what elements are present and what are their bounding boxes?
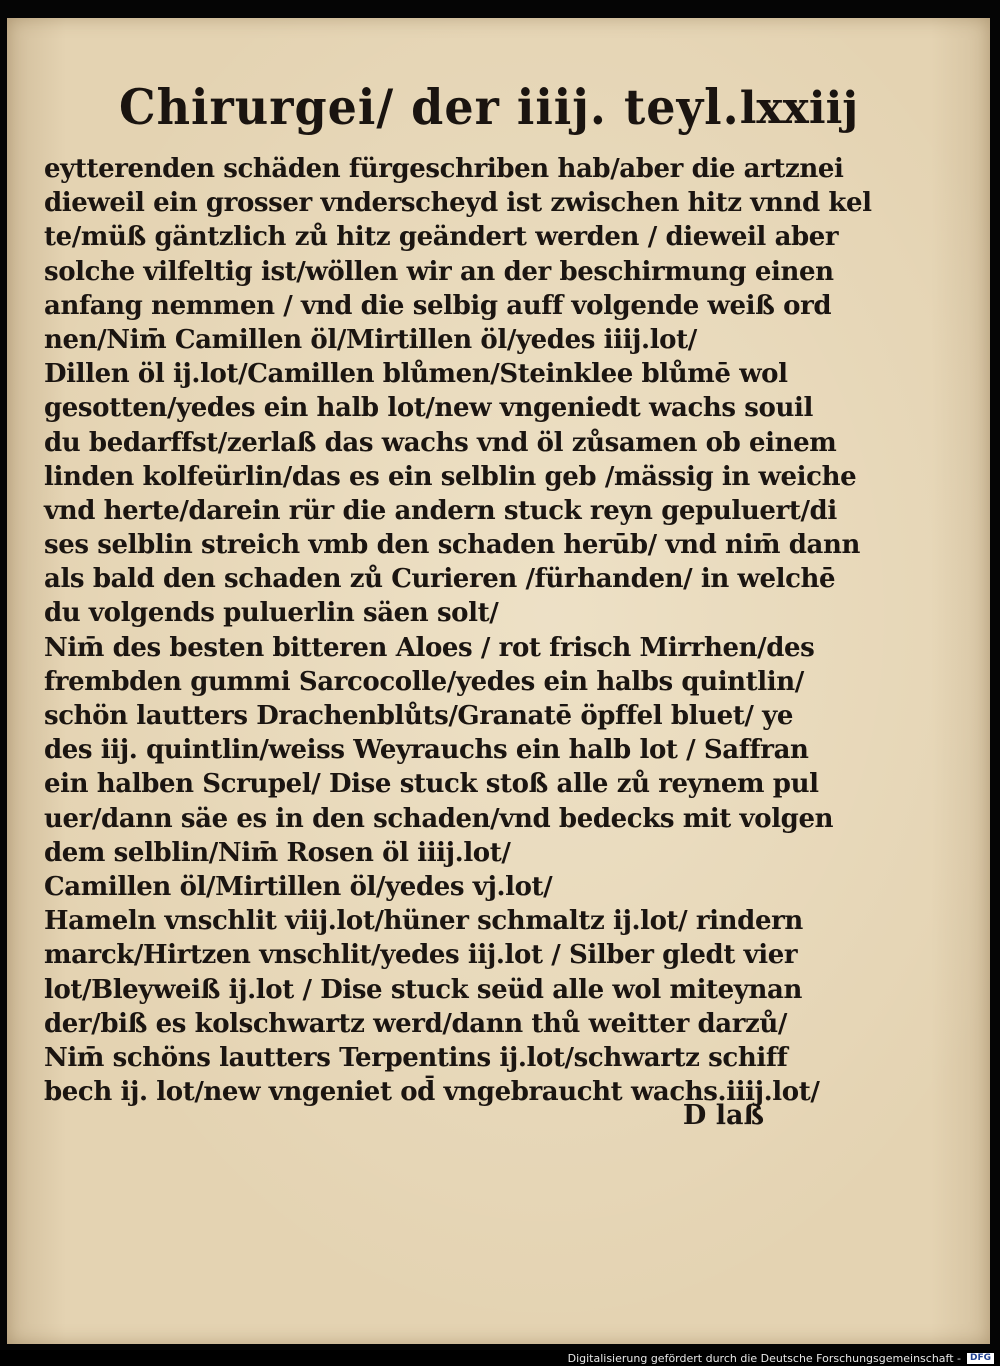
text-line: du bedarffst/zerlaß das wachs vnd öl zůsamen ob einem: [44, 427, 837, 458]
footer-bar: [0, 1350, 1000, 1366]
text-line: Nim̄ des besten bitteren Aloes / rot frisch Mirrhen/des: [44, 632, 815, 663]
text-line: schön lautters Drachenblůts/Granatē öpffel bluet/ ye: [44, 701, 793, 731]
text-line: anfang nemmen / vnd die selbig auff volgende weiß ord: [44, 290, 832, 321]
text-line: uer/dann säe es in den schaden/vnd bedecks mit volgen: [44, 803, 834, 834]
text-line: solche vilfeltig ist/wöllen wir an der beschirmung einen: [44, 256, 834, 287]
text-line: frembden gummi Sarcocolle/yedes ein halbs quintlin/: [44, 666, 804, 697]
text-line: lot/Bleyweiß ij.lot / Dise stuck seüd alle wol miteynan: [44, 974, 802, 1005]
text-line: vnd herte/darein rür die andern stuck reyn gepuluert/di: [44, 495, 837, 526]
text-line: te/müß gäntzlich zů hitz geändert werden / dieweil aber: [44, 222, 839, 253]
text-line: der/biß es kolschwartz werd/dann thů weitter darzů/: [44, 1008, 788, 1039]
folio-number: lxxiij: [739, 83, 859, 134]
text-block: [44, 152, 872, 1109]
text-line: als bald den schaden zů Curieren /fürhanden/ in welchē: [44, 564, 836, 595]
text-line: dem selblin/Nim̄ Rosen öl iiij.lot/: [44, 837, 511, 868]
text-line: Nim̄ schöns lautters Terpentins ij.lot/schwartz schiff: [44, 1042, 788, 1073]
text-line: marck/Hirtzen vnschlit/yedes iij.lot / Silber gledt vier: [44, 940, 798, 971]
text-line: des iij. quintlin/weiss Weyrauchs ein halb lot / Saffran: [44, 735, 809, 766]
text-line: dieweil ein grosser vnderscheyd ist zwischen hitz vnnd kel: [44, 188, 872, 219]
text-line: gesotten/yedes ein halb lot/new vngeniedt wachs souil: [44, 393, 813, 424]
text-line: ses selblin streich vmb den schaden herūb/ vnd nim̄ dann: [44, 530, 860, 561]
text-line: ein halben Scrupel/ Dise stuck stoß alle zů reynem pul: [44, 769, 819, 800]
text-line: bech ij. lot/new vngeniet od̄ vngebraucht wachs.iiij.lot/: [44, 1077, 820, 1108]
text-line: Hameln vnschlit viij.lot/hüner schmaltz ij.lot/ rindern: [44, 906, 803, 937]
text-line: nen/Nim̄ Camillen öl/Mirtillen öl/yedes iiij.lot/: [44, 324, 697, 355]
text-line: eytterenden schäden fürgeschriben hab/aber die artznei: [44, 154, 844, 184]
catchword: D laß: [682, 1099, 764, 1131]
funding-credit: Digitalisierung gefördert durch die Deutsche Forschungsgemeinschaft -: [567, 1351, 961, 1365]
dfg-logo: DFG: [967, 1353, 994, 1364]
text-line: linden kolfeürlin/das es ein selblin geb /mässig in weiche: [44, 461, 857, 492]
text-line: Dillen öl ij.lot/Camillen blůmen/Steinklee blůmē wol: [44, 359, 788, 390]
text-line: du volgends puluerlin säen solt/: [44, 598, 499, 629]
catchword-row: [44, 1097, 784, 1133]
running-head: [119, 78, 859, 152]
book-page: [7, 18, 990, 1344]
running-head-title: Chirurgei/ der iiij. teyl.: [119, 78, 740, 136]
text-line: Camillen öl/Mirtillen öl/yedes vj.lot/: [44, 871, 553, 902]
